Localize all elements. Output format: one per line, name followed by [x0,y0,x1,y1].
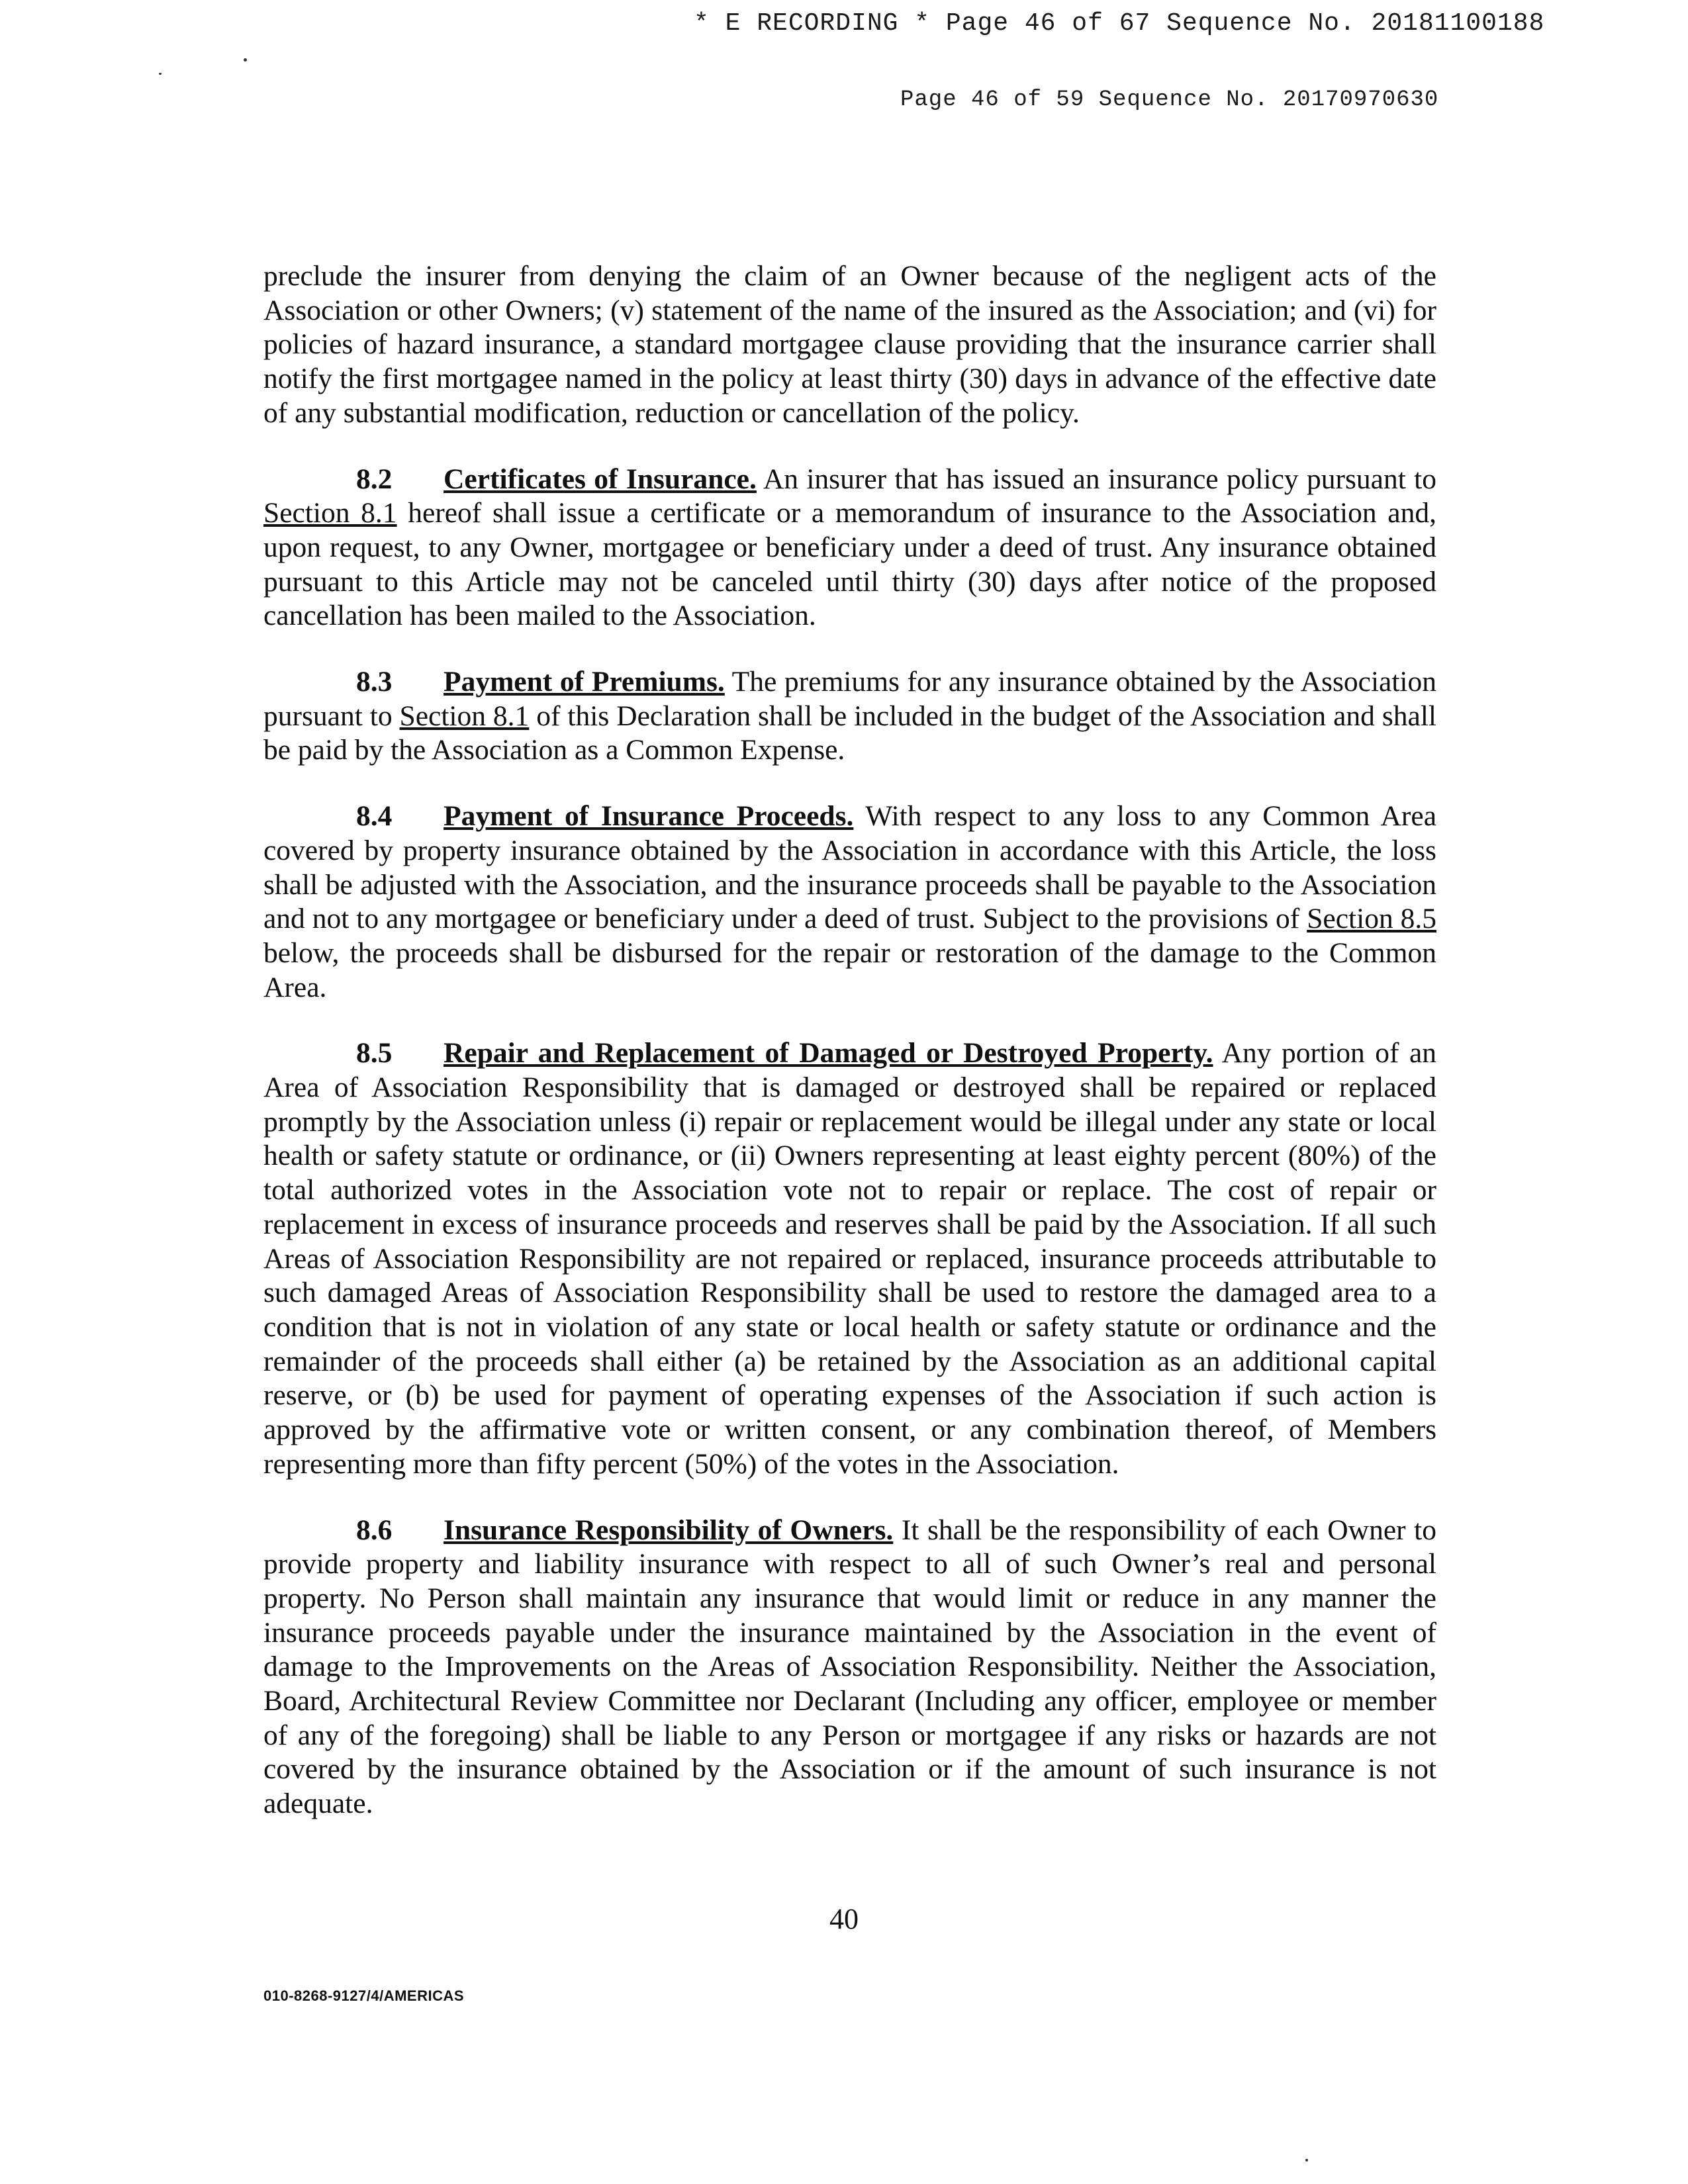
section-reference-link[interactable]: Section 8.1 [263,497,397,529]
section-text: It shall be the responsibility of each Owner to provide property and liability insurance with respect to all of such Owner’s real and personal property. No Person shall maintain any insurance that would limit or reduce in any manner the insurance proceeds payable under the insurance maintained by the Association in the event of damage to the Improvements on the Areas of Association Responsibility. Neither the Association, Board, Architectural Review Committee nor Declarant (Including any officer, employee or member of any of the foregoing) shall be liable to any Person or mortgagee if any risks or hazards are not covered by the insurance obtained by the Association or if the amount of such insurance is not adequate. [263,1514,1436,1820]
section-title: Payment of Insurance Proceeds. [444,800,854,833]
section-title: Certificates of Insurance. [444,463,757,495]
section-text: An insurer that has issued an insurance policy pursuant to [756,463,1437,495]
section-text: of this Declaration shall be included in the budget of the Association and shall be paid by the Association as a Common Expense. [263,700,1437,766]
section-reference-link[interactable]: Section 8.1 [399,700,530,732]
section-8-4 [263,799,1436,1005]
document-body [263,259,1436,1853]
section-title: Repair and Replacement of Damaged or Destroyed Property. [444,1037,1213,1069]
section-title: Insurance Responsibility of Owners. [444,1514,894,1546]
section-title: Payment of Premiums. [444,666,725,698]
section-8-5 [263,1036,1436,1481]
section-number: 8.3 [356,666,393,698]
recording-stamp: * E RECORDING * Page 46 of 67 Sequence No. 20181100188 [694,9,1545,38]
section-number: 8.5 [356,1037,393,1069]
section-8-3 [263,665,1436,768]
section-8-6 [263,1514,1436,1821]
page-number: 40 [829,1903,859,1935]
section-text: Any portion of an Area of Association Responsibility that is damaged or destroyed shall be repaired or replaced promptly by the Association unless (i) repair or replacement would be illegal under any state or local health or safety statute or ordinance, or (ii) Owners representing at least eighty percent (80%) of the total authorized votes in the Association vote not to repair or replace. The cost of repair or replacement in excess of insurance proceeds and reserves shall be paid by the Association. If all such Areas of Association Responsibility are not repaired or replaced, insurance proceeds attributable to such damaged Areas of Association Responsibility shall be used to restore the damaged area to a condition that is not in violation of any state or local health or safety statute or ordinance and the remainder of the proceeds shall either (a) be retained by the Association as an additional capital reserve, or (b) be used for payment of operating expenses of the Association if such action is approved by the affirmative vote or written consent, or any combination thereof, of Members representing more than fifty percent (50%) of the votes in the Association. [263,1037,1437,1480]
page-sequence-stamp: Page 46 of 59 Sequence No. 20170970630 [900,87,1439,113]
section-text: With respect to any loss to any Common Area covered by property insurance obtained by the Association in accordance with this Article, the loss shall be adjusted with the Association, and the insurance proceeds shall be payable to the Association and not to any mortgagee or beneficiary under a deed of trust. Subject to the provisions of [263,800,1436,935]
scan-speck [159,73,162,75]
continued-paragraph: preclude the insurer from denying the claim of an Owner because of the negligent acts of the Association or other Owners; (v) statement of the name of the insured as the Association; and (vi) for policies of hazard insurance, a standard mortgagee clause providing that the insurance carrier shall notify the first mortgagee named in the policy at least thirty (30) days in advance of the effective date of any substantial modification, reduction or cancellation of the policy. [263,260,1436,429]
section-text: hereof shall issue a certificate or a memorandum of insurance to the Association and, upon request, to any Owner, mortgagee or beneficiary under a deed of trust. Any insurance obtained pursuant to this Article may not be canceled until thirty (30) days after notice of the proposed cancellation has been mailed to the Association. [263,497,1436,632]
section-number: 8.2 [356,463,393,495]
section-number: 8.4 [356,800,393,833]
scan-speck [1305,2159,1308,2161]
section-text: below, the proceeds shall be disbursed for the repair or restoration of the damage to the Common Area. [263,936,1436,1003]
document-id: 010-8268-9127/4/AMERICAS [263,1987,465,2004]
section-reference-link[interactable]: Section 8.5 [1307,903,1437,935]
scan-speck [244,58,247,62]
section-number: 8.6 [356,1514,393,1546]
section-text: The premiums for any insurance obtained by the Association pursuant to [263,666,1437,732]
section-8-2 [263,463,1436,634]
